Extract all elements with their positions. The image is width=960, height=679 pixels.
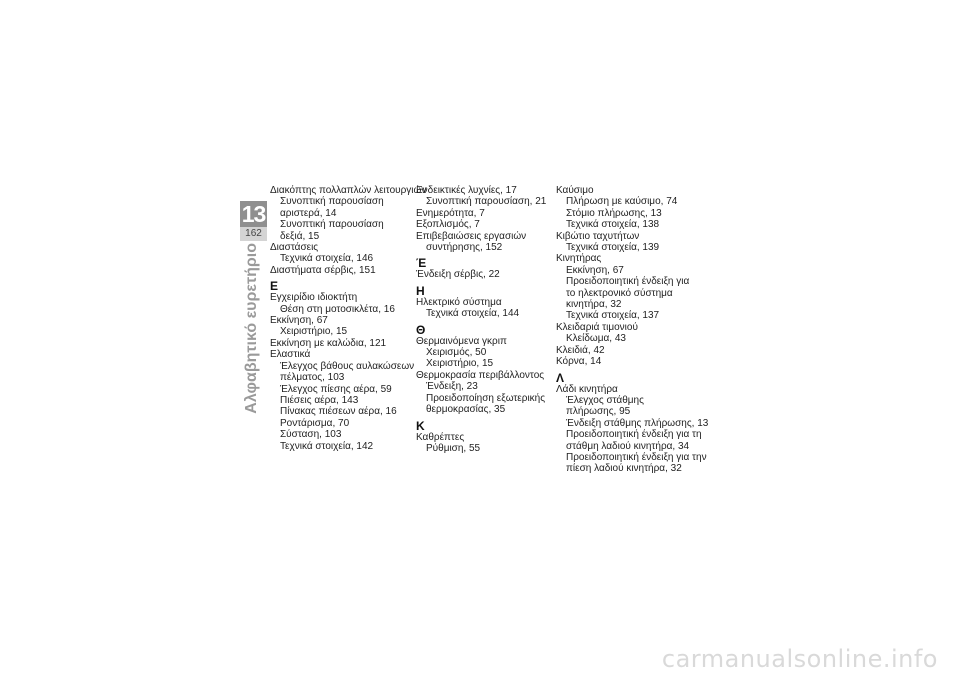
index-entry: Ενδεικτικές λυχνίες, 17	[416, 185, 517, 196]
index-column-2	[416, 185, 562, 454]
page-number: 162	[240, 227, 267, 241]
index-entry: Εγχειρίδιο ιδιοκτήτη	[270, 292, 358, 304]
index-letter-heading: Ε	[270, 279, 279, 294]
index-subentry: πέλματος, 103	[280, 372, 345, 384]
index-entry: Καύσιμο	[556, 185, 594, 196]
section-title	[243, 243, 261, 414]
index-subentry: Προειδοποίηση εξωτερικής	[426, 392, 546, 404]
index-subentry: κινητήρα, 32	[566, 299, 622, 311]
index-subentry: Ροντάρισμα, 70	[280, 417, 350, 429]
index-subentry: Τεχνικά στοιχεία, 142	[280, 440, 374, 452]
index-subentry: Προειδοποιητική ένδειξη για	[566, 276, 690, 288]
index-subentry: Εκκίνηση, 67	[566, 264, 624, 276]
index-subentry: Έλεγχος πίεσης αέρα, 59	[280, 383, 392, 395]
index-letter-heading: Η	[416, 283, 425, 298]
index-subentry: Χειρισμός, 50	[426, 347, 487, 359]
index-entry: Εκκίνηση με καλώδια, 121	[270, 337, 387, 349]
index-entry: Θερμαινόμενα γκριπ	[416, 335, 507, 347]
index-entry: Κιβώτιο ταχυτήτων	[556, 230, 640, 242]
index-subentry: Συνοπτική παρουσίαση, 21	[426, 196, 547, 208]
index-entry: Κινητήρας	[556, 253, 602, 265]
index-subentry: στάθμη λαδιού κινητήρα, 34	[566, 440, 690, 452]
index-subentry: Προειδοποιητική ένδειξη για την	[566, 451, 707, 463]
index-subentry: Θέση στη μοτοσικλέτα, 16	[280, 303, 395, 315]
index-subentry: Συνοπτική παρουσίαση	[280, 196, 384, 208]
index-entry: Θερμοκρασία περιβάλλοντος	[416, 369, 545, 381]
index-subentry: Πίνακας πιέσεων αέρα, 16	[280, 406, 397, 418]
index-subentry: Τεχνικά στοιχεία, 144	[426, 308, 520, 320]
index-subentry: Τεχνικά στοιχεία, 138	[566, 219, 660, 231]
watermark-text: carmanualsonline.info	[661, 645, 938, 673]
index-column-1	[270, 185, 427, 452]
index-subentry: Έλεγχος στάθμης	[566, 394, 644, 406]
index-subentry: αριστερά, 14	[280, 207, 337, 219]
chapter-number-tab: 13	[241, 201, 266, 227]
index-subentry: θερμοκρασίας, 35	[426, 404, 506, 416]
index-subentry: Ρύθμιση, 55	[426, 442, 481, 454]
index-subentry: Χειριστήριο, 15	[426, 358, 494, 370]
index-subentry: Τεχνικά στοιχεία, 137	[566, 310, 660, 322]
index-column-3	[556, 185, 716, 475]
index-entry: Εξοπλισμός, 7	[416, 219, 480, 231]
index-entry: Ηλεκτρικό σύστημα	[416, 296, 502, 308]
index-subentry: συντήρησης, 152	[426, 242, 503, 254]
index-entry: Εκκίνηση, 67	[270, 315, 328, 327]
index-subentry: πίεση λαδιού κινητήρα, 32	[566, 463, 682, 475]
index-subentry: Κλείδωμα, 43	[566, 333, 626, 345]
index-entry: Διαστάσεις	[270, 242, 319, 254]
index-subentry: Συνοπτική παρουσίαση	[280, 219, 384, 231]
index-subentry: Πλήρωση με καύσιμο, 74	[566, 196, 678, 208]
index-entry: Κλειδαριά τιμονιού	[556, 321, 638, 333]
index-subentry: Προειδοποιητική ένδειξη για τη	[566, 429, 702, 441]
index-entry: Λάδι κινητήρα	[556, 383, 618, 395]
index-subentry: δεξιά, 15	[280, 230, 320, 242]
index-subentry: Σύσταση, 103	[280, 429, 342, 441]
index-subentry: Έλεγχος βάθους αυλακώσεων	[280, 360, 415, 372]
index-subentry: Χειριστήριο, 15	[280, 326, 348, 338]
index-letter-heading: Θ	[416, 322, 426, 337]
index-entry: Κόρνα, 14	[556, 356, 602, 368]
index-entry: Καθρέπτες	[416, 431, 465, 443]
index-entry: Διακόπτης πολλαπλών λειτουργιών	[270, 185, 427, 196]
index-entry: Διαστήματα σέρβις, 151	[270, 264, 376, 276]
index-subentry: το ηλεκτρονικό σύστημα	[566, 287, 673, 299]
index-entry: Ελαστικά	[270, 349, 311, 361]
index-letter-heading: Κ	[416, 418, 425, 433]
index-letter-heading: Λ	[556, 370, 565, 385]
index-entry: Ενημερότητα, 7	[416, 207, 485, 219]
index-subentry: Ένδειξη στάθμης πλήρωσης, 13	[566, 417, 709, 429]
index-subentry: Ένδειξη, 23	[426, 381, 478, 393]
index-entry: Κλειδιά, 42	[556, 344, 605, 356]
index-subentry: Στόμιο πλήρωσης, 13	[566, 207, 662, 219]
index-entry: Ένδειξη σέρβις, 22	[416, 269, 500, 281]
index-subentry: πλήρωσης, 95	[566, 406, 631, 418]
index-subentry: Τεχνικά στοιχεία, 146	[280, 253, 374, 265]
index-subentry: Τεχνικά στοιχεία, 139	[566, 242, 660, 254]
index-subentry: Πιέσεις αέρα, 143	[280, 394, 359, 406]
section-title-text: Αλφαβητικό ευρετήριο	[243, 243, 260, 414]
index-letter-heading: Έ	[416, 256, 427, 271]
index-entry: Επιβεβαιώσεις εργασιών	[416, 230, 527, 242]
